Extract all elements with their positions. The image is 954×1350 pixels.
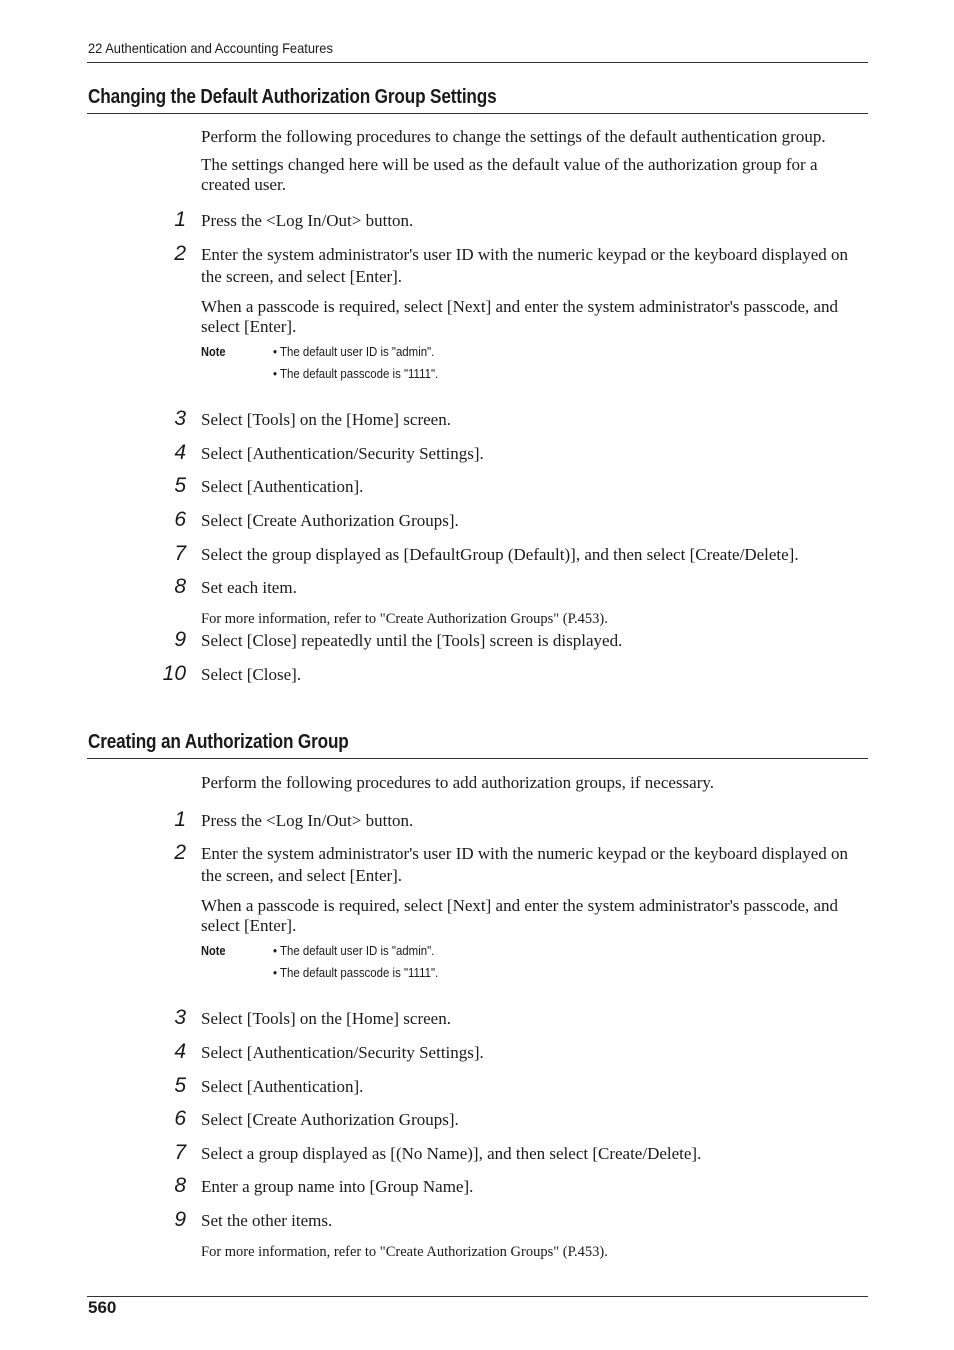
step-text: Press the <Log In/Out> button. (201, 811, 414, 830)
step-number: 6 (174, 1107, 186, 1130)
step-number: 5 (174, 1074, 186, 1097)
step-text: Select [Create Authorization Groups]. (201, 1110, 459, 1129)
step-text: Press the <Log In/Out> button. (201, 211, 414, 230)
step-text: Select [Authentication/Security Settings]. (201, 444, 484, 463)
step-number: 8 (174, 1174, 186, 1197)
step-number: 1 (174, 808, 186, 831)
running-header: 22 Authentication and Accounting Features (88, 40, 333, 56)
step-number: 5 (174, 474, 186, 497)
step-text: Select [Tools] on the [Home] screen. (201, 410, 451, 429)
step-text: Select [Close]. (201, 665, 302, 684)
step-text: Select [Close] repeatedly until the [Tools] screen is displayed. (201, 631, 623, 650)
step-number: 9 (174, 628, 186, 651)
section1-rule (87, 113, 868, 114)
step-text: Select [Tools] on the [Home] screen. (201, 1009, 451, 1028)
step-text: Select [Authentication]. (201, 477, 364, 496)
page-number: 560 (88, 1298, 117, 1317)
step-text: Select [Create Authorization Groups]. (201, 511, 459, 530)
section1-intro-2: The settings changed here will be used as the default value of the authorization group for a created user. (201, 155, 818, 194)
footer-rule (87, 1296, 868, 1297)
step-number: 7 (174, 1141, 186, 1164)
header-rule (87, 62, 868, 63)
step-number: 9 (174, 1208, 186, 1231)
note-item: • The default passcode is "1111". (273, 965, 439, 980)
step-text: Select [Authentication/Security Settings]. (201, 1043, 484, 1062)
step-number: 7 (174, 542, 186, 565)
step-number: 6 (174, 508, 186, 531)
step-extra-text: When a passcode is required, select [Next] and enter the system administrator's passcode, and select [Enter]. (201, 896, 839, 935)
step-text: Select the group displayed as [DefaultGroup (Default)], and then select [Create/Delete]. (201, 545, 799, 564)
step-number: 3 (174, 407, 186, 430)
note-item: • The default passcode is "1111". (273, 366, 439, 381)
note-label: Note (201, 344, 226, 359)
section-title-default-group: Changing the Default Authorization Group Settings (88, 86, 497, 108)
step-number: 4 (174, 1040, 186, 1063)
note-item: • The default user ID is "admin". (273, 943, 435, 958)
step-number: 4 (174, 441, 186, 464)
step-text: Select a group displayed as [(No Name)], and then select [Create/Delete]. (201, 1144, 702, 1163)
step-extra-text: When a passcode is required, select [Next] and enter the system administrator's passcode, and select [Enter]. (201, 297, 839, 336)
step-number: 3 (174, 1006, 186, 1029)
step-number: 8 (174, 575, 186, 598)
step-number: 2 (174, 242, 186, 265)
note-label: Note (201, 943, 226, 958)
section2-rule (87, 758, 868, 759)
section1-intro-1: Perform the following procedures to change the settings of the default authentication group. (201, 127, 826, 146)
step-number: 10 (162, 662, 186, 685)
step-text: Set the other items. (201, 1211, 333, 1230)
section2-intro: Perform the following procedures to add authorization groups, if necessary. (201, 773, 714, 792)
step-text: Enter a group name into [Group Name]. (201, 1177, 474, 1196)
step-number: 1 (174, 208, 186, 231)
step-text: Select [Authentication]. (201, 1077, 364, 1096)
step-text: Enter the system administrator's user ID with the numeric keypad or the keyboard displayed on the screen, and select [Enter]. (201, 844, 849, 885)
reference-text: For more information, refer to "Create Authorization Groups" (P.453). (201, 1244, 608, 1260)
step-text: Enter the system administrator's user ID with the numeric keypad or the keyboard displayed on the screen, and select [Enter]. (201, 245, 849, 286)
step-number: 2 (174, 841, 186, 864)
section-title-create-group: Creating an Authorization Group (88, 731, 349, 753)
step-text: Set each item. (201, 578, 297, 597)
note-item: • The default user ID is "admin". (273, 344, 435, 359)
reference-text: For more information, refer to "Create Authorization Groups" (P.453). (201, 611, 608, 627)
